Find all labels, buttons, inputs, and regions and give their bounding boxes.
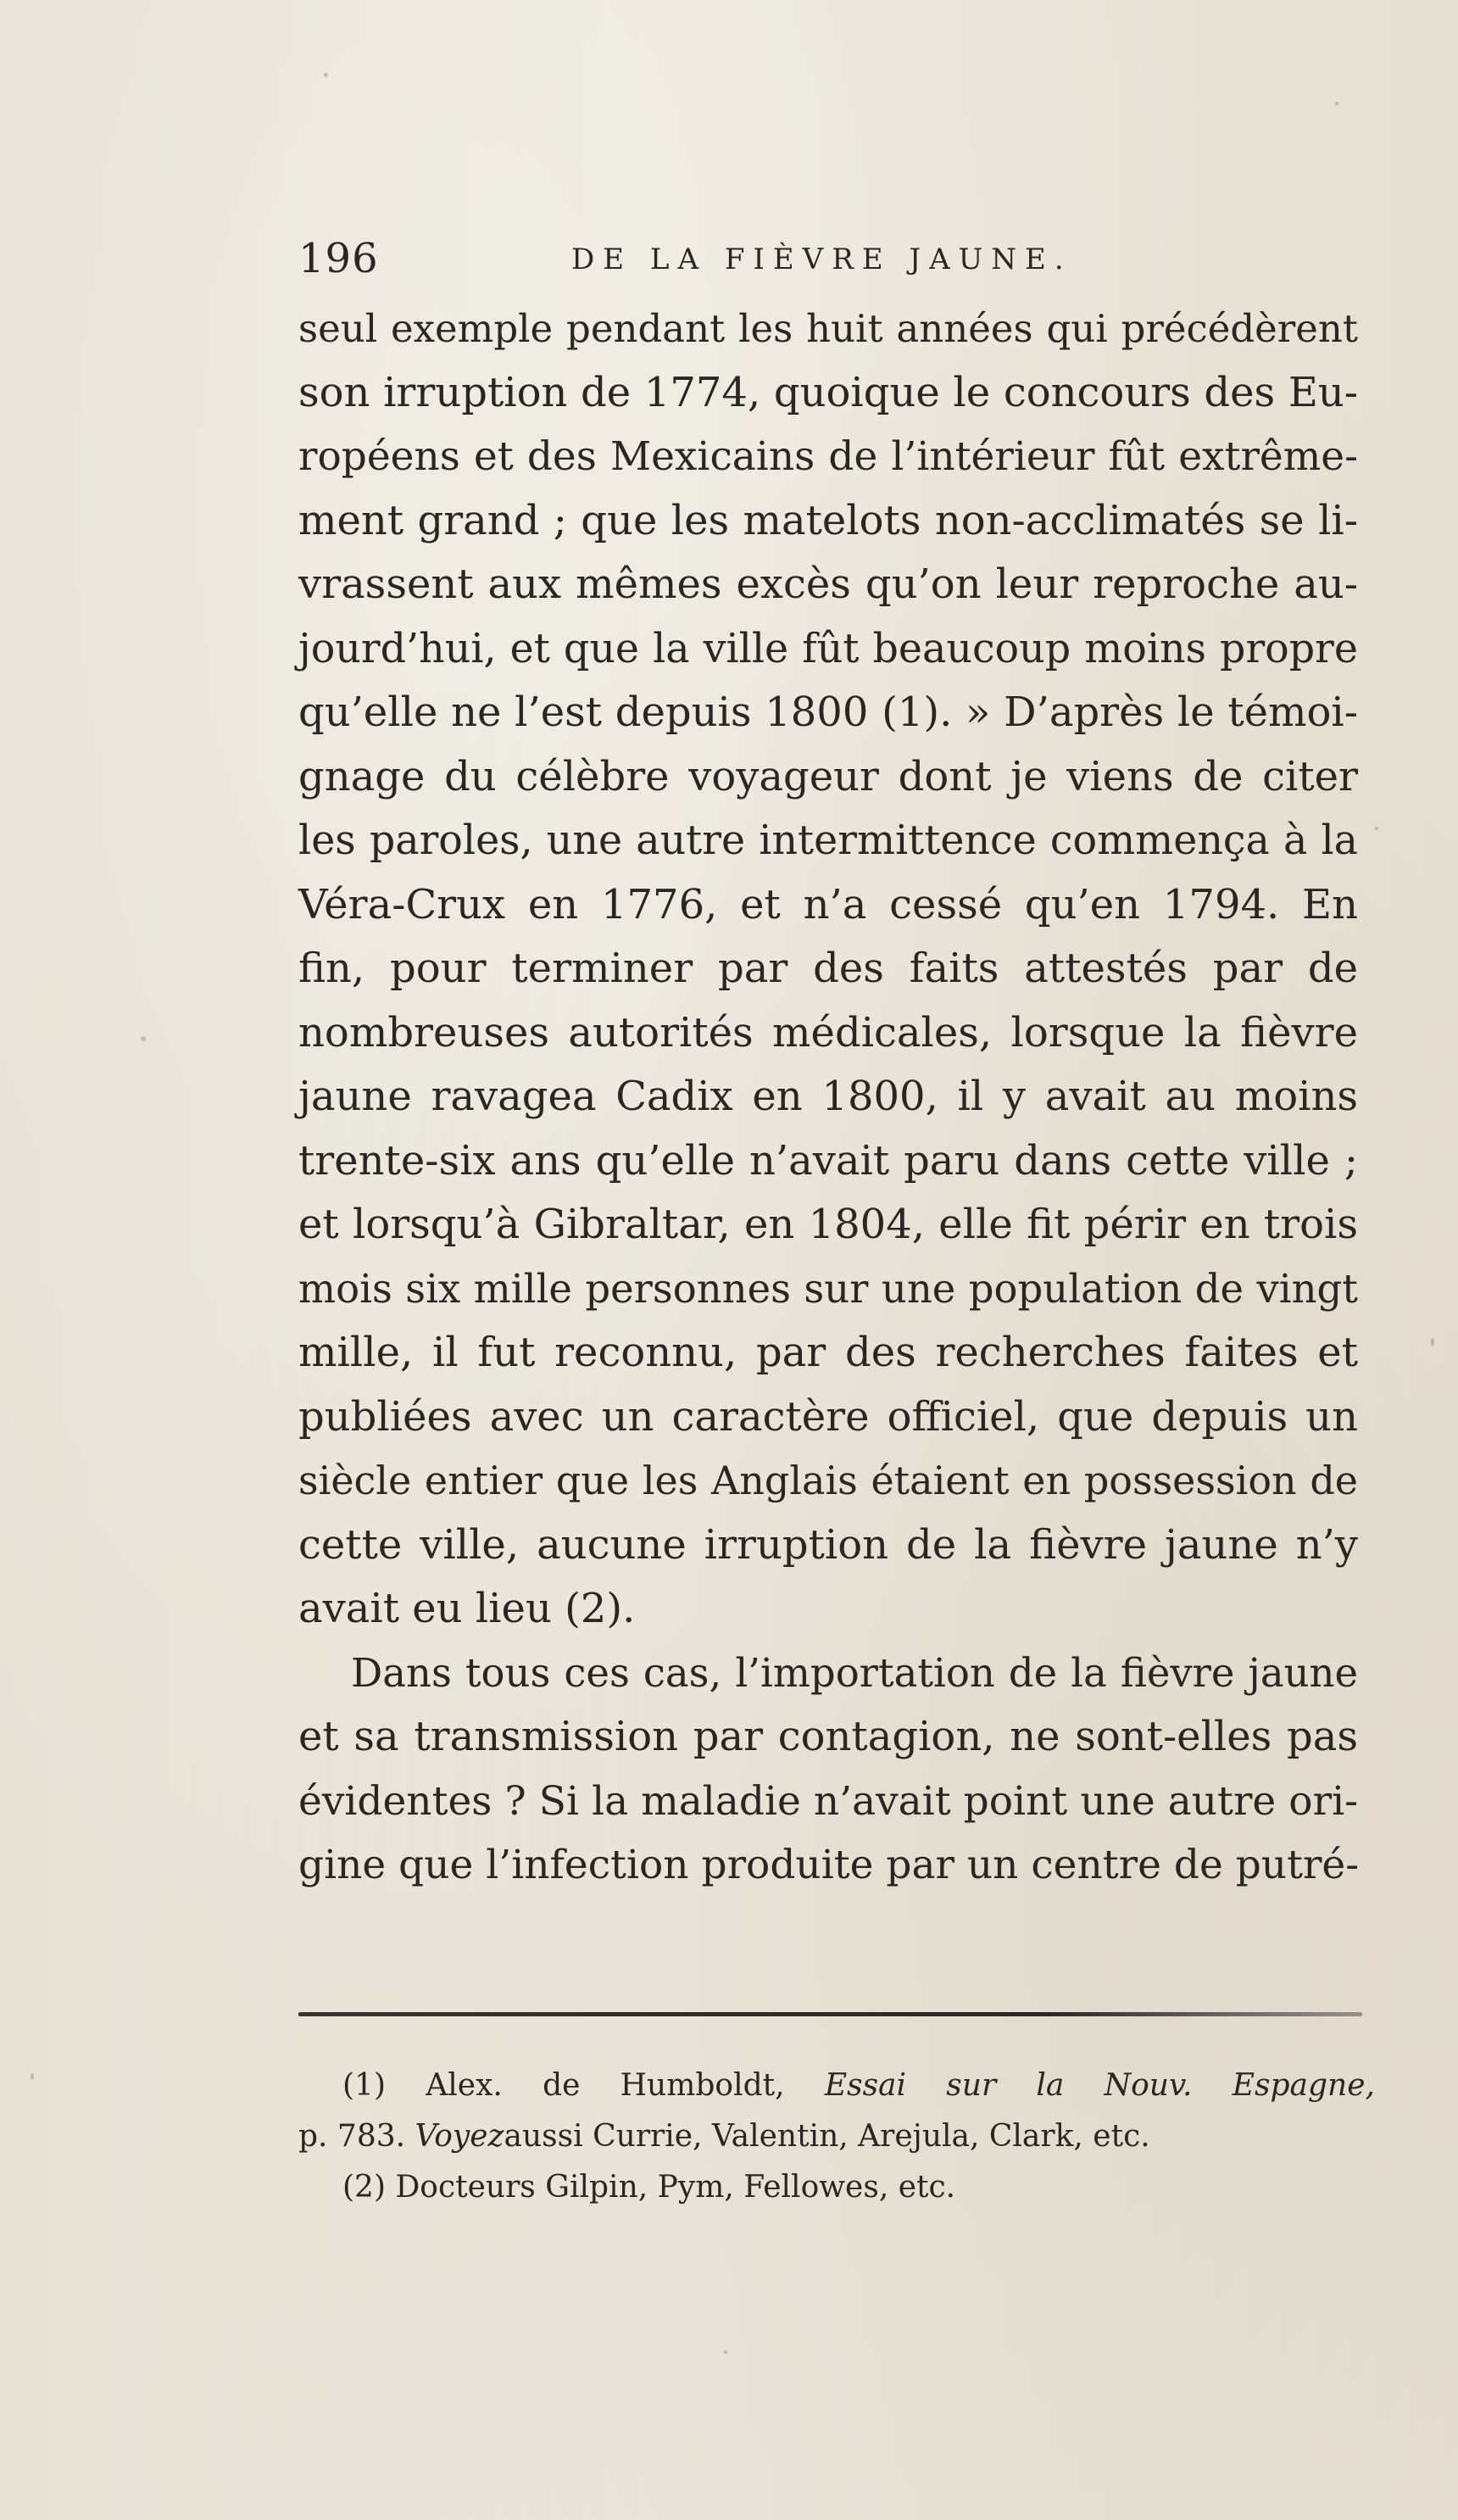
text-line: jaune ravagea Cadix en 1800, il y avait au moins [298, 1073, 1358, 1120]
text-line: Véra-Crux en 1776, et n’a cessé qu’en 1794. En [298, 880, 1358, 928]
footnote-work-title: Essai sur la Nouv. Espagne, [824, 2068, 1375, 2103]
footnote-rule [298, 2012, 1362, 2016]
text-line-paragraph-end: avait eu lieu (2). [298, 1585, 636, 1632]
text-line: trente-six ans qu’elle n’avait paru dans cette ville ; [298, 1136, 1358, 1185]
running-title: DE LA FIÈVRE JAUNE. [571, 243, 1072, 276]
paper-speck [141, 1036, 146, 1041]
text-line: cette ville, aucune irruption de la fièvre jaune n’y [298, 1520, 1358, 1569]
text-line: gine que l’infection produite par un centre de putré- [298, 1842, 1360, 1888]
text-line: vrassent aux mêmes excès qu’on leur reproche au- [298, 560, 1358, 608]
text-line: les paroles, une autre intermittence commença à la [298, 817, 1358, 864]
text-line: et lorsqu’à Gibraltar, en 1804, elle fit périr en trois [298, 1201, 1358, 1248]
text-line: siècle entier que les Anglais étaient en possession de [298, 1458, 1358, 1503]
paper-speck [724, 2350, 727, 2354]
text-line: qu’elle ne l’est depuis 1800 (1). » D’après le témoi- [298, 689, 1358, 736]
text-line: mille, il fut reconnu, par des recherches faites et [298, 1329, 1358, 1376]
body-text [298, 297, 1358, 1898]
text-line: ment grand ; que les matelots non-acclimatés se li- [298, 496, 1358, 544]
footnote-2: (2) Docteurs Gilpin, Pym, Fellowes, etc. [342, 2170, 956, 2205]
text-line-paragraph-start: Dans tous ces cas, l’importation de la fièvre jaune [351, 1649, 1358, 1696]
text-line: fin, pour terminer par des faits attestés par de [298, 945, 1358, 992]
text-line: gnage du célèbre voyageur dont je viens de citer [298, 752, 1358, 800]
footnote-author: Alex. de Humboldt, [426, 2068, 785, 2103]
page-number: 196 [298, 235, 379, 282]
footnote-1-line-2 [298, 2111, 1375, 2162]
text-line: jourd’hui, et que la ville fût beaucoup moins propre [298, 625, 1358, 672]
running-head [298, 229, 1078, 288]
footnote-voyez: Voyez [415, 2119, 504, 2154]
paper-speck [1335, 102, 1338, 105]
footnote-also-refs: aussi Currie, Valentin, Arejula, Clark, etc. [504, 2119, 1150, 2154]
footnote-page-ref: p. 783. [298, 2119, 406, 2154]
paper-speck [1431, 1338, 1434, 1346]
text-line: évidentes ? Si la maladie n’avait point une autre ori- [298, 1777, 1358, 1825]
text-line: mois six mille personnes sur une population de vingt [298, 1265, 1358, 1312]
footnote-marker: (1) [342, 2068, 386, 2103]
text-line: nombreuses autorités médicales, lorsque la fièvre [298, 1008, 1358, 1057]
text-line: publiées avec un caractère officiel, que depuis un [298, 1392, 1358, 1441]
paper-speck [1375, 827, 1378, 830]
text-line: seul exemple pendant les huit années qui précédèrent [298, 306, 1358, 351]
text-line: ropéens et des Mexicains de l’intérieur fût extrême- [298, 433, 1358, 480]
footnote-1-line-1 [298, 2060, 1375, 2111]
paper-speck [31, 2073, 34, 2080]
text-line: et sa transmission par contagion, ne sont-elles pas [298, 1713, 1358, 1760]
paper-speck [324, 73, 328, 77]
footnotes [298, 2060, 1375, 2213]
text-line: son irruption de 1774, quoique le concours des Eu- [298, 368, 1358, 416]
